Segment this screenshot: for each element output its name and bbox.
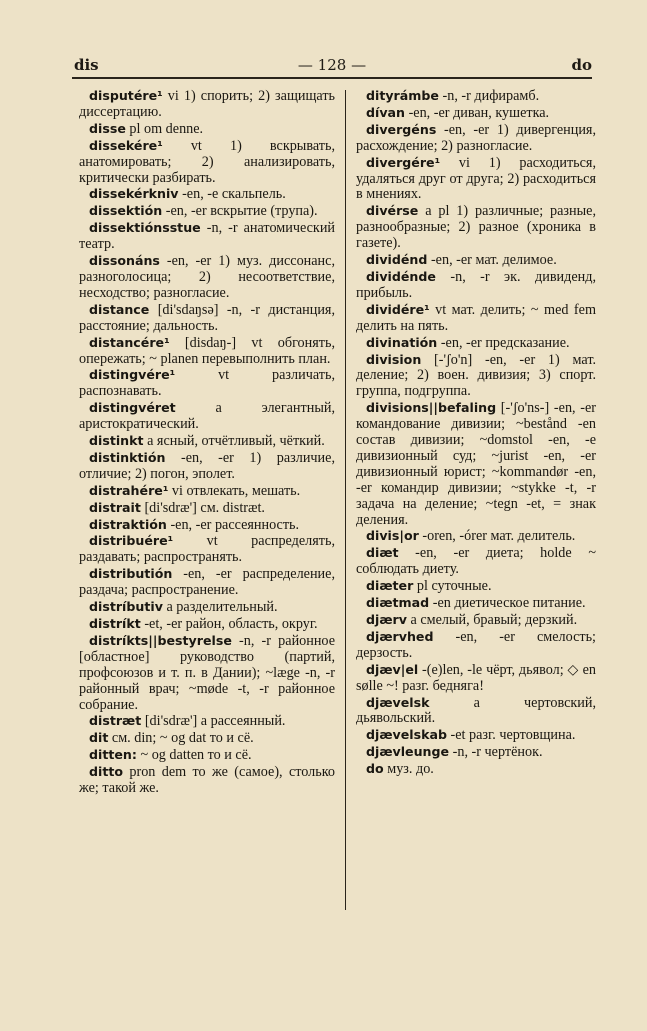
entry-headword: distraktión	[89, 516, 167, 532]
dictionary-entry	[356, 612, 596, 629]
entry-headword: djærvhed	[366, 628, 434, 644]
entry-definition: a элегантный, аристократический.	[79, 400, 335, 433]
dictionary-entry	[356, 662, 596, 695]
entry-definition: -en, -er предсказание.	[437, 334, 570, 351]
dictionary-entry	[79, 616, 335, 633]
entry-definition: -en, -e скальпель.	[178, 186, 286, 203]
entry-definition: vi отвлекать, мешать.	[168, 482, 301, 499]
entry-definition: -en, -er диета; holde ~ соблюдать диету.	[356, 545, 596, 578]
entry-headword: division	[366, 351, 422, 367]
entry-definition: vi 1) спорить; 2) защищать диссертацию.	[79, 88, 335, 120]
entry-definition: -en, -er 1) муз. диссонанс, разноголосица; 2) несоответствие, несходство; разногласие.	[79, 253, 335, 301]
entry-definition: vt распределять, раздавать; распространять.	[79, 533, 335, 566]
entry-definition: см. din; ~ og dat то и сё.	[108, 730, 254, 747]
entry-headword: distrait	[89, 499, 141, 515]
entry-headword: dit	[89, 730, 109, 746]
entry-headword: djævelskab	[366, 727, 447, 743]
entry-headword: dityrámbe	[366, 88, 439, 103]
entry-definition: [di'sdræ'] a рассеянный.	[141, 713, 286, 730]
entry-definition: -n, -r анатомический театр.	[79, 220, 335, 253]
right-column	[356, 88, 596, 778]
dictionary-entry	[79, 121, 335, 138]
entry-headword: distribuére¹	[89, 533, 174, 549]
entry-definition: -en диетическое питание.	[429, 595, 586, 612]
entry-definition: -et, -er район, область, округ.	[140, 616, 318, 632]
entry-headword: do	[366, 761, 384, 777]
entry-headword: divisions||befaling	[366, 400, 497, 416]
entry-definition: [di'sdræ'] см. distræt.	[140, 499, 265, 516]
entry-definition: a разделительный.	[162, 599, 278, 616]
dictionary-entry	[356, 629, 596, 662]
entry-definition: a ясный, отчётливый, чёткий.	[143, 433, 325, 450]
entry-headword: diæt	[366, 545, 399, 561]
dictionary-entry	[79, 450, 335, 483]
entry-definition: vt мат. делить; ~ med fem делить на пять.	[356, 301, 596, 334]
entry-headword: ditten:	[89, 747, 137, 763]
entry-headword: djærv	[366, 612, 407, 627]
entry-definition: -n, -r дифирамб.	[438, 88, 540, 104]
dictionary-entry	[79, 433, 335, 450]
entry-headword: distríbutiv	[89, 599, 163, 615]
entry-definition: vt различать, распознавать.	[79, 367, 335, 400]
entry-headword: disputére¹	[89, 88, 163, 103]
entry-headword: ditto	[89, 764, 124, 780]
dictionary-entry	[79, 400, 335, 433]
dictionary-entry	[79, 186, 335, 203]
dictionary-entry	[356, 352, 596, 401]
entry-definition: -en, -er вскрытие (трупа).	[162, 203, 318, 220]
dictionary-entry	[356, 744, 596, 761]
dictionary-entry	[356, 335, 596, 352]
dictionary-entry	[356, 545, 596, 578]
dictionary-entry	[79, 566, 335, 599]
dictionary-entry	[79, 483, 335, 500]
dictionary-entry	[356, 122, 596, 155]
entry-definition: -n, -r чертёнок.	[449, 744, 543, 761]
dictionary-entry	[79, 599, 335, 616]
entry-headword: dissektión	[89, 203, 163, 219]
entry-headword: distributión	[89, 566, 173, 582]
entry-definition: ~ og datten то и сё.	[136, 747, 252, 764]
dictionary-entry	[356, 105, 596, 122]
entry-definition: муз. до.	[383, 761, 434, 778]
left-column	[79, 88, 335, 797]
entry-headword: distinkt	[89, 433, 144, 449]
dictionary-entry	[356, 203, 596, 252]
entry-headword: distríkts||bestyrelse	[89, 632, 232, 648]
entry-definition: pron dem то же (самое), столько же; такой же.	[79, 764, 335, 797]
dictionary-entry	[356, 269, 596, 302]
entry-headword: dividénd	[366, 252, 428, 268]
entry-definition: -en, -er смелость; дерзость.	[356, 628, 596, 661]
first-headword: dis	[74, 56, 99, 74]
entry-headword: divis|or	[366, 528, 419, 544]
entry-headword: distance	[89, 301, 150, 317]
dictionary-entry	[356, 155, 596, 204]
dictionary-entry	[356, 695, 596, 728]
entry-definition: a чертовский, дьявольский.	[356, 694, 596, 727]
dictionary-entry	[356, 761, 596, 778]
entry-definition: [-'ʃo'ns-] -en, -er командование дивизии; ~bestånd -en состав дивизии; ~domstol -en, -e дивизионный суд; ~jurist -en, -er дивизионный юрист; ~kommandør -en, -er командир дивизии; ~stykke -t, -r задача на деление; ~tegn -et, = знак деления.	[356, 400, 596, 528]
column-divider	[345, 90, 346, 910]
dictionary-entry	[79, 335, 335, 368]
entry-headword: distingvéret	[89, 400, 176, 416]
dictionary-entry	[356, 727, 596, 744]
dictionary-entry	[79, 764, 335, 797]
entry-headword: divergéns	[366, 121, 437, 137]
entry-definition: -en, -er 1) дивергенция, расхождение; 2) разногласие.	[356, 121, 596, 154]
dictionary-entry	[79, 220, 335, 253]
entry-definition: pl om denne.	[125, 120, 204, 137]
entry-definition: [disdaŋ-] vt обгонять, опережать; ~ planen перевыполнить план.	[79, 334, 335, 367]
page-number: — 128 —	[297, 56, 367, 74]
entry-definition: -n, -r районное [областное] руководство (партий, профсоюзов и т. п. в Дании); ~læge -n, -r районный врач; ~møde -t, -r районное собрание.	[79, 632, 335, 713]
entry-headword: djæv|el	[366, 661, 419, 677]
dictionary-entry	[356, 578, 596, 595]
entry-headword: dissekérkniv	[89, 186, 179, 202]
entry-definition: -n, -r эк. дивиденд, прибыль.	[356, 268, 596, 301]
dictionary-entry	[79, 633, 335, 714]
dictionary-entry	[356, 400, 596, 528]
dictionary-entry	[79, 203, 335, 220]
dictionary-entry	[79, 302, 335, 335]
dictionary-entry	[356, 252, 596, 269]
entry-definition: -en, -er диван, кушетка.	[405, 104, 550, 121]
entry-definition: -en, -er 1) различие, отличие; 2) погон, эполет.	[79, 449, 335, 482]
entry-headword: djævleunge	[366, 744, 450, 760]
entry-headword: dissektiónsstue	[89, 220, 201, 236]
entry-headword: distrahére¹	[89, 482, 169, 498]
dictionary-entry	[79, 730, 335, 747]
entry-definition: [-'ʃo'n] -en, -er 1) мат. деление; 2) воен. дивизия; 3) спорт. группа, подгруппа.	[356, 351, 596, 400]
dictionary-entry	[79, 533, 335, 566]
entry-headword: dividére¹	[366, 301, 430, 317]
entry-headword: divérse	[366, 203, 419, 219]
entry-definition: a смелый, бравый; дерзкий.	[406, 612, 578, 628]
dictionary-entry	[79, 747, 335, 764]
dictionary-entry	[79, 517, 335, 534]
entry-definition: -(e)len, -le чёрт, дьявол; ◇ en sølle ~! разг. бедняга!	[356, 661, 596, 694]
entry-headword: dívan	[366, 104, 406, 120]
entry-headword: distingvére¹	[89, 367, 176, 383]
entry-definition: [di'sdaŋsə] -n, -r дистанция, расстояние; дальность.	[79, 301, 335, 334]
entry-headword: distinktión	[89, 449, 166, 465]
entry-headword: disse	[89, 120, 126, 136]
entry-definition: pl суточные.	[413, 578, 492, 595]
entry-headword: distríkt	[89, 616, 141, 631]
entry-definition: -en, -er рассеянность.	[166, 516, 300, 533]
entry-headword: distancére¹	[89, 334, 170, 350]
last-headword: do	[571, 56, 592, 74]
dictionary-entry	[79, 500, 335, 517]
entry-headword: diætmad	[366, 595, 430, 611]
dictionary-entry	[79, 253, 335, 302]
dictionary-entry	[79, 367, 335, 400]
entry-definition: vi 1) расходиться, удаляться друг от друга; 2) расходиться в мнениях.	[356, 154, 596, 203]
dictionary-entry	[79, 138, 335, 187]
entry-definition: -oren, -órer мат. делитель.	[418, 528, 576, 545]
entry-headword: diæter	[366, 578, 414, 594]
dictionary-entry	[356, 302, 596, 335]
entry-definition: a pl 1) различные; разные, разнообразные; 2) разное (хроника в газете).	[356, 203, 596, 252]
entry-headword: djævelsk	[366, 694, 430, 710]
entry-headword: distræt	[89, 713, 142, 729]
entry-headword: dividénde	[366, 268, 436, 284]
header-rule	[72, 77, 592, 79]
entry-headword: dissekére¹	[89, 137, 163, 153]
entry-headword: divergére¹	[366, 154, 441, 170]
entry-definition: -et разг. чертовщина.	[446, 727, 576, 744]
dictionary-entry	[356, 595, 596, 612]
dictionary-entry	[356, 528, 596, 545]
entry-headword: divinatión	[366, 334, 438, 350]
dictionary-entry	[356, 88, 596, 105]
entry-headword: dissonáns	[89, 253, 160, 269]
entry-definition: -en, -er мат. делимое.	[427, 252, 557, 269]
running-header	[72, 56, 592, 74]
entry-definition: vt 1) вскрывать, анатомировать; 2) анализировать, критически разбирать.	[79, 137, 335, 186]
dictionary-entry	[79, 713, 335, 730]
entry-definition: -en, -er распределение, раздача; распространение.	[79, 566, 335, 599]
dictionary-entry	[79, 88, 335, 121]
